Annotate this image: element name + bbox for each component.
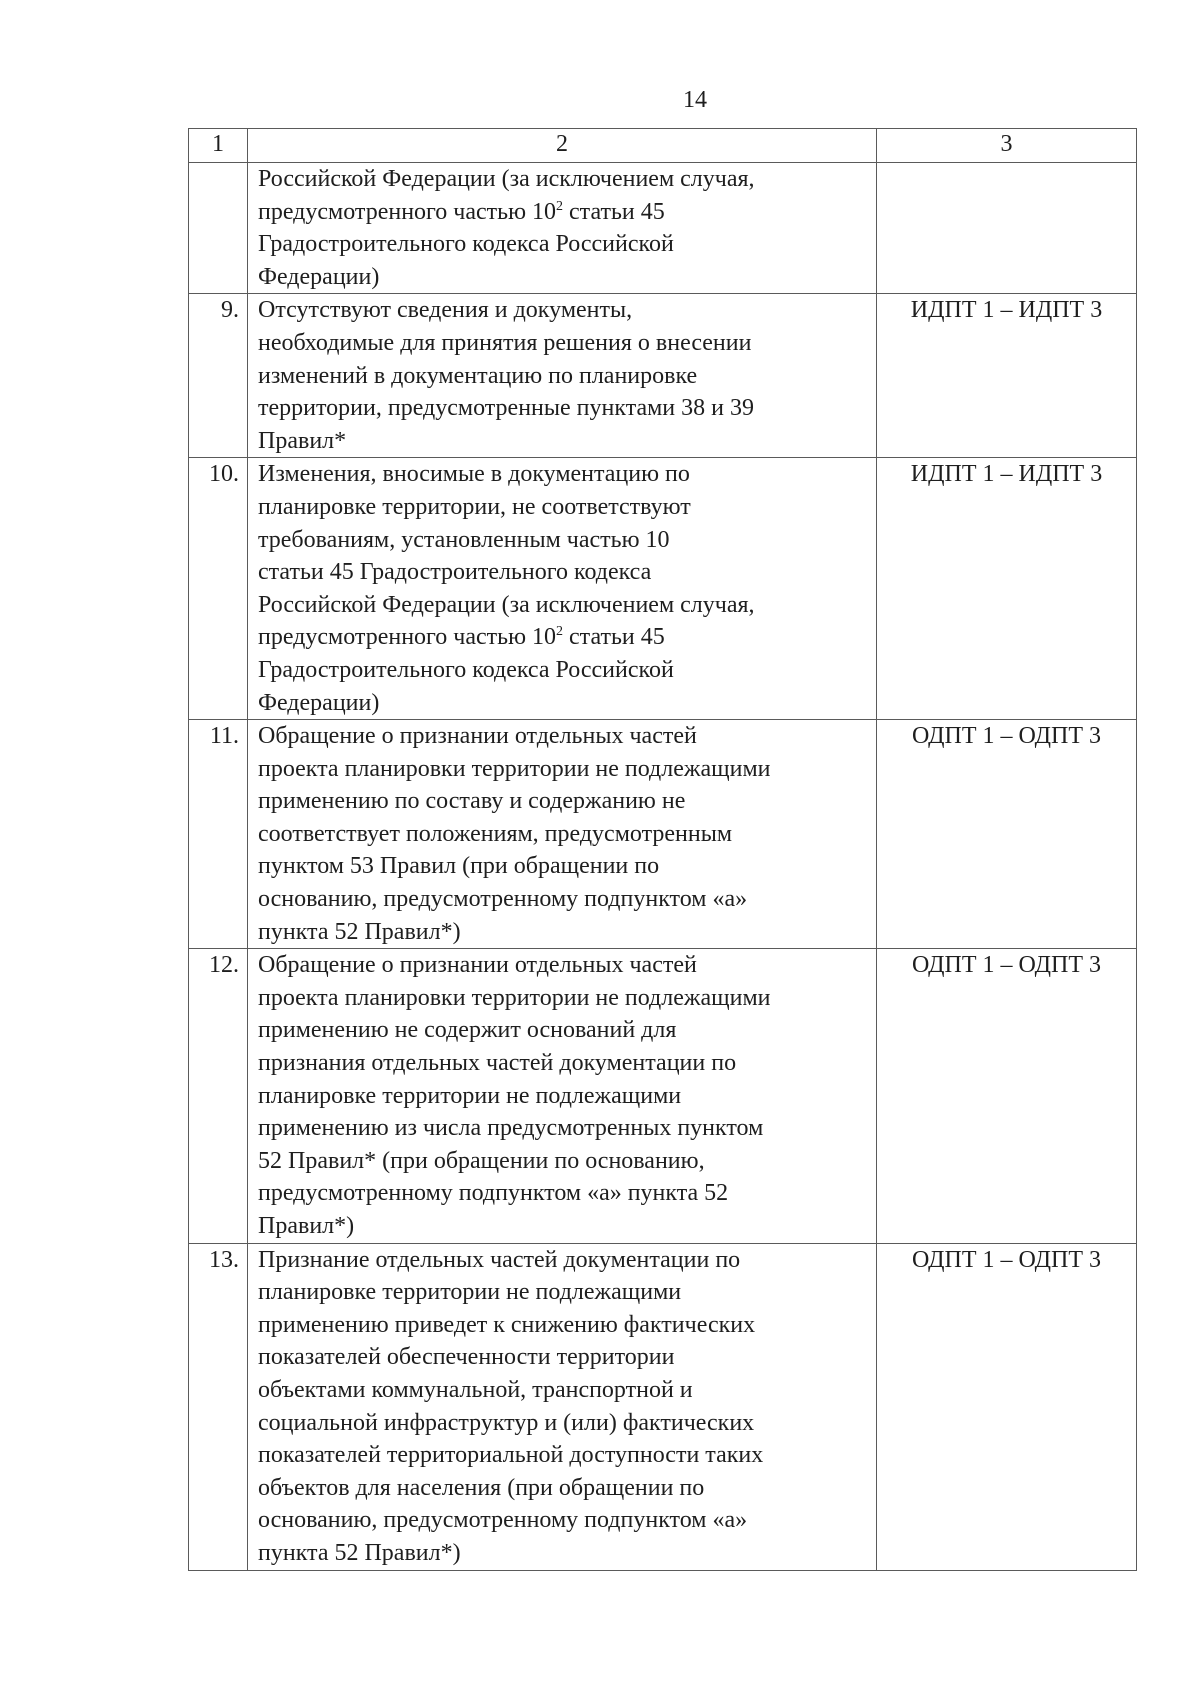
row-description [248,458,877,720]
description-line: Изменения, вносимые в документацию по [258,461,690,488]
description-line: применению по составу и содержанию не [258,788,686,815]
row-number: 11. [189,720,248,949]
description-line: требованиям, установленным частью 10 [258,526,670,553]
row-code: ИДПТ 1 – ИДПТ 3 [877,294,1137,458]
description-line: соответствует положениям, предусмотренным [258,820,733,847]
row-number [189,163,248,294]
row-number: 13. [189,1243,248,1570]
description-line: 52 Правил* (при обращении по основанию, [258,1147,705,1174]
description-line: планировке территории не подлежащими [258,1082,682,1109]
description-line: Правил*) [258,1213,355,1239]
description-line: предусмотренному подпунктом «а» пункта 52 [258,1180,729,1207]
description-line: планировке территории, не соответствуют [258,493,691,520]
table-row [189,949,1137,1243]
description-line: территории, предусмотренные пунктами 38 и 39 [258,395,754,422]
row-code: ОДПТ 1 – ОДПТ 3 [877,720,1137,949]
row-number: 10. [189,458,248,720]
header-col-2: 2 [248,129,877,163]
description-line: проекта планировки территории не подлежащими [258,984,771,1011]
description-line: Градостроительного кодекса Российской [258,656,674,683]
description-line: основанию, предусмотренному подпунктом «а» [258,1507,748,1534]
table-row [189,458,1137,720]
row-description [248,949,877,1243]
table-row [189,720,1137,949]
description-line: Российской Федерации (за исключением случая, [258,166,755,192]
description-line: необходимые для принятия решения о внесении [258,329,752,356]
description-line: статьи 45 Градостроительного кодекса [258,559,652,586]
description-line: пункта 52 Правил*) [258,918,461,945]
row-description [248,294,877,458]
description-line: Российской Федерации (за исключением случая, [258,591,755,618]
description-line: Правил* [258,427,347,454]
description-line: Признание отдельных частей документации по [258,1246,741,1273]
table-row [189,163,1137,294]
description-line: применению не содержит оснований для [258,1017,677,1044]
row-code: ОДПТ 1 – ОДПТ 3 [877,949,1137,1243]
requirements-table [188,128,1137,1571]
description-line: Федерации) [258,689,380,716]
description-line: пунктом 53 Правил (при обращении по [258,853,660,880]
row-number: 12. [189,949,248,1243]
description-line: предусмотренного частью $10^2$ статьи 45 [258,624,665,651]
description-line: основанию, предусмотренному подпунктом «а» [258,886,748,913]
header-col-1: 1 [189,129,248,163]
row-number: 9. [189,294,248,458]
row-description [248,163,877,294]
row-code: ОДПТ 1 – ОДПТ 3 [877,1243,1137,1570]
header-col-3: 3 [877,129,1137,163]
row-description [248,1243,877,1570]
table-header-row [189,129,1137,163]
description-line: изменений в документацию по планировке [258,362,698,389]
description-line: планировке территории не подлежащими [258,1279,682,1306]
description-line: Отсутствуют сведения и документы, [258,297,633,324]
description-line: применению из числа предусмотренных пунктом [258,1115,764,1142]
row-description [248,720,877,949]
description-line: Федерации) [258,263,380,290]
description-line: показателей территориальной доступности таких [258,1442,764,1469]
description-line: объектов для населения (при обращении по [258,1474,705,1501]
description-line: Градостроительного кодекса Российской [258,231,674,258]
description-line: проекта планировки территории не подлежащими [258,755,771,782]
table-row [189,1243,1137,1570]
description-line: социальной инфраструктур и (или) фактических [258,1409,755,1436]
table-row [189,294,1137,458]
description-line: предусмотренного частью $10^2$ статьи 45 [258,198,665,225]
page-number: 14 [683,87,707,113]
description-line: Обращение о признании отдельных частей [258,952,697,979]
description-line: Обращение о признании отдельных частей [258,723,697,750]
description-line: применению приведет к снижению фактических [258,1311,756,1338]
description-line: признания отдельных частей документации по [258,1050,737,1077]
row-code: ИДПТ 1 – ИДПТ 3 [877,458,1137,720]
description-line: объектами коммунальной, транспортной и [258,1376,693,1403]
description-line: показателей обеспеченности территории [258,1344,675,1371]
row-code [877,163,1137,294]
description-line: пункта 52 Правил*) [258,1539,461,1566]
